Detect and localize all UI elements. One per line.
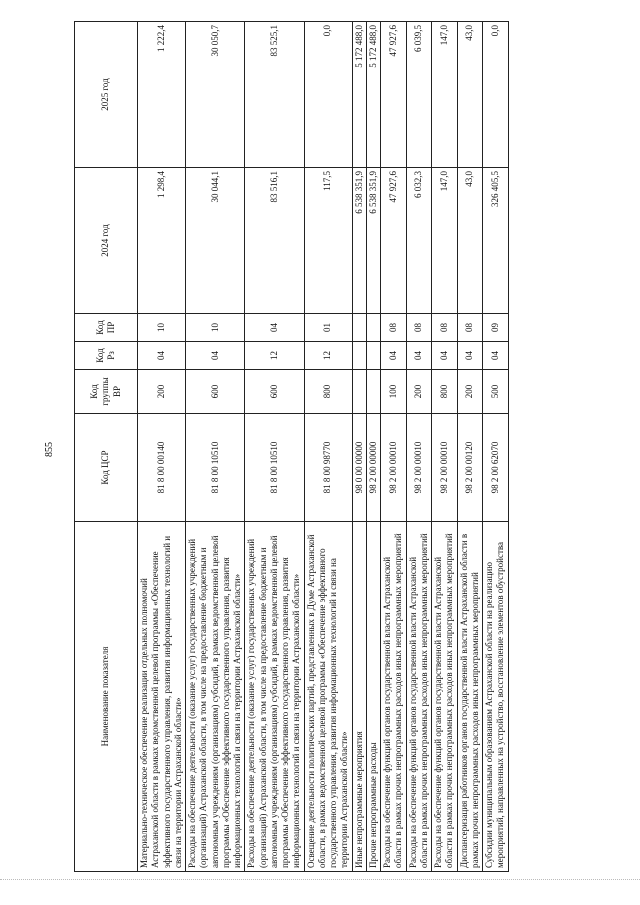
- cell-csr: 81 8 00 10510: [186, 414, 245, 522]
- table-row: [406, 22, 432, 872]
- cell-y2024: 6 538 351,9: [352, 168, 366, 314]
- cell-y2025: 147,0: [432, 22, 458, 168]
- cell-y2024: 30 044,1: [186, 168, 245, 314]
- header-rz: Код Рз: [75, 342, 138, 370]
- cell-csr: 98 2 00 00010: [432, 414, 458, 522]
- cell-name: Субсидии муниципальным образованиям Астраханской области на реализацию мероприятий, направленных на устройство, восстановление элементов обустройства: [483, 522, 509, 872]
- cell-rz: 04: [406, 342, 432, 370]
- cell-vr: 100: [381, 370, 407, 414]
- cell-name: Диспансеризация работников органов государственной власти Астраханской области в рамках прочих непрограммных расходов иных непрограммных мероприятий: [457, 522, 483, 872]
- page-number: 855: [44, 442, 55, 457]
- cell-rz: 04: [381, 342, 407, 370]
- header-vr: Код группы ВР: [75, 370, 138, 414]
- cell-y2025: 6 039,5: [406, 22, 432, 168]
- cell-name: Расходы на обеспечение функций органов государственной власти Астраханской области в рамках прочих непрограммных расходов иных непрограммных мероприятий: [406, 522, 432, 872]
- cell-name: Расходы на обеспечение функций органов государственной власти Астраханской области в рамках прочих непрограммных расходов иных непрограммных мероприятий: [432, 522, 458, 872]
- cell-y2024: 47 927,6: [381, 168, 407, 314]
- cell-vr: [366, 370, 380, 414]
- cell-name: Освещение деятельности политических партий, представленных в Думе Астраханской области, в рамках ведомственной целевой программы «Обеспечение эффективного государственного управления, развития информационных технологий и связи на территории Астраханской области»: [304, 522, 352, 872]
- cell-y2024: 83 516,1: [245, 168, 304, 314]
- cell-pr: 09: [483, 314, 509, 342]
- cell-y2024: 147,0: [432, 168, 458, 314]
- cell-csr: 98 2 00 62070: [483, 414, 509, 522]
- cell-y2025: 47 927,6: [381, 22, 407, 168]
- cell-csr: 81 8 00 10510: [245, 414, 304, 522]
- cell-name: Расходы на обеспечение функций органов государственной власти Астраханской области в рамках прочих непрограммных расходов иных непрограммных мероприятий: [381, 522, 407, 872]
- header-2024: 2024 год: [75, 168, 138, 314]
- cell-rz: 04: [138, 342, 186, 370]
- table-row: [381, 22, 407, 872]
- header-csr: Код ЦСР: [75, 414, 138, 522]
- cell-pr: 10: [186, 314, 245, 342]
- table-row: [245, 22, 304, 872]
- cell-csr: 98 2 00 00120: [457, 414, 483, 522]
- cell-vr: 500: [483, 370, 509, 414]
- cell-y2025: 5 172 488,0: [352, 22, 366, 168]
- cell-csr: 98 2 00 00010: [381, 414, 407, 522]
- cell-name: Расходы на обеспечение деятельности (оказание услуг) государственных учреждений (организаций) Астраханской области, в том числе на предоставление бюджетным и автономным учреждениям (организациям) субсидий, в рамках ведомственной целевой программы «Обеспечение эффективного государственного управления, развития информационных технологий и связи на территории Астраханской области»: [186, 522, 245, 872]
- cell-y2025: 83 525,1: [245, 22, 304, 168]
- cell-name: Прочие непрограммные расходы: [366, 522, 380, 872]
- cell-csr: 98 2 00 00000: [366, 414, 380, 522]
- table-row: [352, 22, 366, 872]
- rotated-table-area: [74, 22, 611, 872]
- table-header-row: [75, 22, 138, 872]
- scan-edge-line: [0, 879, 640, 880]
- cell-pr: 08: [381, 314, 407, 342]
- cell-y2025: 43,0: [457, 22, 483, 168]
- cell-y2024: 43,0: [457, 168, 483, 314]
- cell-y2024: 6 032,3: [406, 168, 432, 314]
- cell-name: Материально-техническое обеспечение реализации отдельных полномочий Астраханской области в рамках ведомственной целевой программы «Обеспечение эффективного государственного управления, развития информационных технологий и связи на территории Астраханской области»: [138, 522, 186, 872]
- cell-csr: 81 8 00 00140: [138, 414, 186, 522]
- cell-vr: 200: [138, 370, 186, 414]
- cell-pr: 08: [406, 314, 432, 342]
- cell-pr: [352, 314, 366, 342]
- header-name: Наименование показателя: [75, 522, 138, 872]
- cell-y2025: 5 172 488,0: [366, 22, 380, 168]
- cell-rz: 12: [245, 342, 304, 370]
- budget-table: [74, 21, 509, 872]
- cell-rz: 12: [304, 342, 352, 370]
- cell-pr: 08: [457, 314, 483, 342]
- table-row: [457, 22, 483, 872]
- cell-pr: 10: [138, 314, 186, 342]
- cell-csr: 98 2 00 00010: [406, 414, 432, 522]
- cell-vr: 600: [245, 370, 304, 414]
- cell-rz: 04: [457, 342, 483, 370]
- cell-rz: 04: [432, 342, 458, 370]
- cell-vr: 200: [406, 370, 432, 414]
- cell-rz: [366, 342, 380, 370]
- cell-rz: 04: [483, 342, 509, 370]
- cell-rz: [352, 342, 366, 370]
- cell-y2024: 326 405,5: [483, 168, 509, 314]
- cell-y2025: 0,0: [304, 22, 352, 168]
- table-row: [432, 22, 458, 872]
- cell-name: Расходы на обеспечение деятельности (оказание услуг) государственных учреждений (организаций) Астраханской области, в том числе на предоставление бюджетным и автономным учреждениям (организациям) субсидий, в рамках ведомственной целевой программы «Обеспечение эффективного государственного управления, развития информационных технологий и связи на территории Астраханской области»: [245, 522, 304, 872]
- table-row: [366, 22, 380, 872]
- cell-pr: 01: [304, 314, 352, 342]
- cell-rz: 04: [186, 342, 245, 370]
- cell-csr: 98 0 00 00000: [352, 414, 366, 522]
- cell-name: Иные непрограммные мероприятия: [352, 522, 366, 872]
- cell-pr: [366, 314, 380, 342]
- header-2025: 2025 год: [75, 22, 138, 168]
- table-row: [483, 22, 509, 872]
- cell-pr: 08: [432, 314, 458, 342]
- cell-y2024: 117,5: [304, 168, 352, 314]
- cell-pr: 04: [245, 314, 304, 342]
- cell-vr: 600: [186, 370, 245, 414]
- cell-vr: [352, 370, 366, 414]
- cell-vr: 800: [432, 370, 458, 414]
- header-pr: Код ПР: [75, 314, 138, 342]
- cell-y2024: 6 538 351,9: [366, 168, 380, 314]
- table-row: [304, 22, 352, 872]
- table-body: [138, 22, 509, 872]
- cell-y2024: 1 298,4: [138, 168, 186, 314]
- cell-y2025: 30 050,7: [186, 22, 245, 168]
- cell-vr: 800: [304, 370, 352, 414]
- cell-csr: 81 8 00 98770: [304, 414, 352, 522]
- table-row: [186, 22, 245, 872]
- cell-vr: 200: [457, 370, 483, 414]
- table-row: [138, 22, 186, 872]
- cell-y2025: 1 222,4: [138, 22, 186, 168]
- cell-y2025: 0,0: [483, 22, 509, 168]
